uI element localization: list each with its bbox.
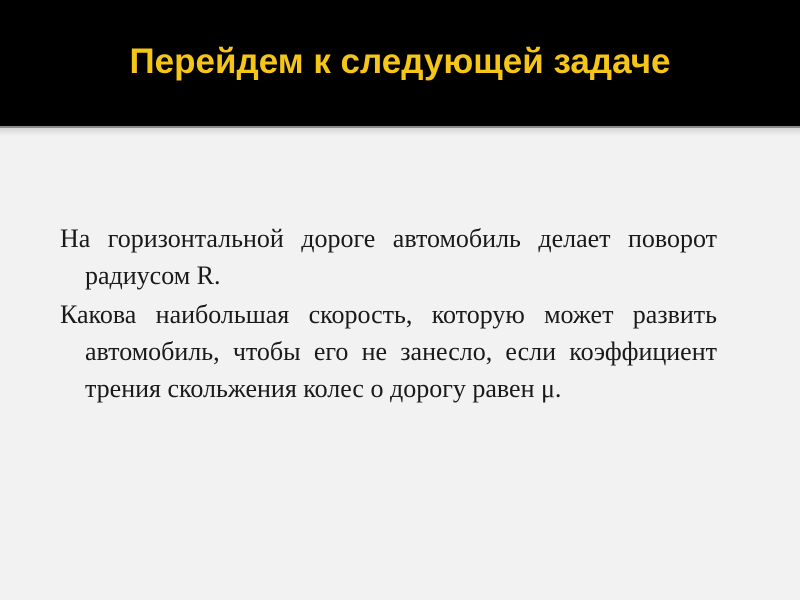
problem-question-paragraph: Какова наибольшая скорость, которую может развить автомобиль, чтобы его не занесло, если коэффициент трения скольжения колес о дорогу равен μ.: [60, 300, 717, 403]
header-shadow: [0, 128, 800, 136]
slide-body: [60, 220, 717, 409]
problem-statement-paragraph: На горизонтальной дороге автомобиль делает поворот радиусом R.: [60, 224, 717, 290]
header-band: [0, 0, 800, 126]
slide-title: Перейдем к следующей задаче: [129, 42, 671, 81]
